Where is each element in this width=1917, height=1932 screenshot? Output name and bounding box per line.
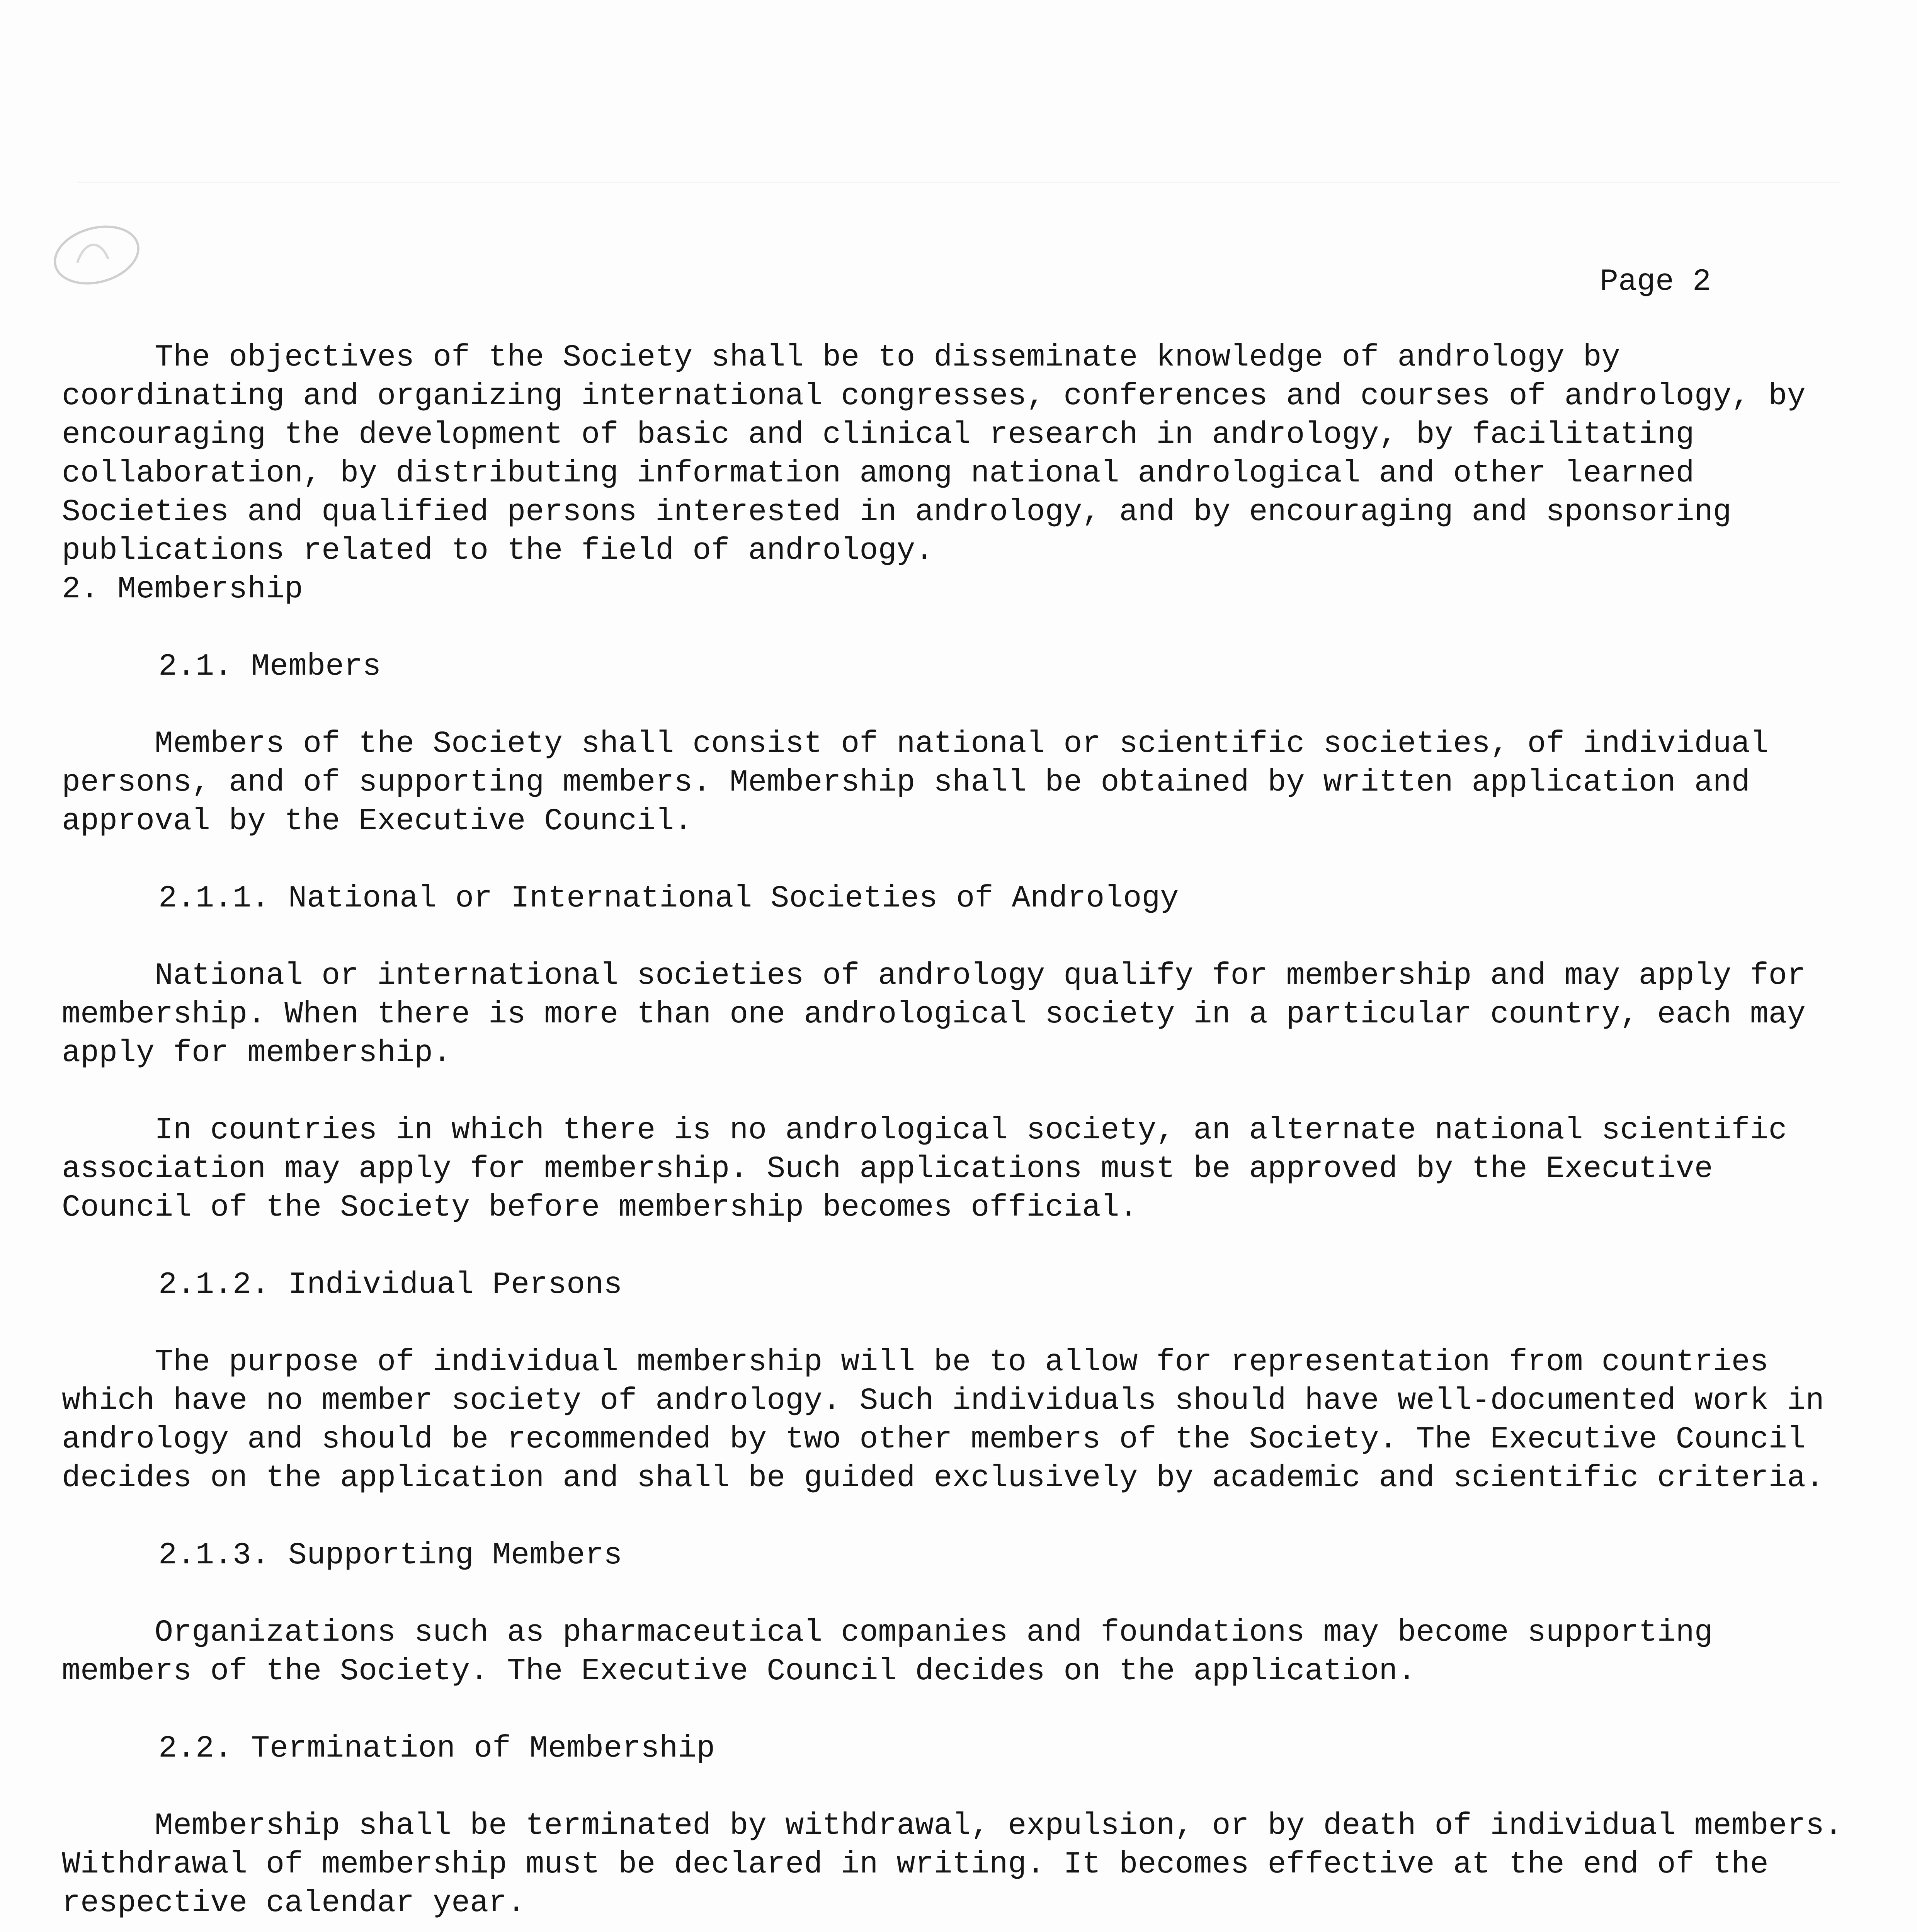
section-2-1-1-heading: 2.1.1. National or International Societies of Andrology <box>158 881 1179 916</box>
objectives-paragraph: The objectives of the Society shall be to disseminate knowledge of andrology by coordinating and organizing international congresses, conferences and courses of andrology, by encouraging the development of basic and clinical research in andrology, by facilitating collaboration, by distributing information among national andrological and other learned Societies and qualified persons interested in andrology, and by encouraging and sponsoring publications related to the field of andrology. <box>62 340 1806 568</box>
section-2-1-1-paragraph-a: National or international societies of andrology qualify for membership and may apply for membership. When there is more than one andrological society in a particular country, each may apply for membership. <box>62 958 1806 1071</box>
section-2-1-2-paragraph: The purpose of individual membership will be to allow for representation from countries which have no member society of andrology. Such individuals should have well-documented work in andrology and should be recommended by two other members of the Society. The Executive Council decides on the application and shall be guided exclusively by academic and scientific criteria. <box>62 1345 1824 1496</box>
scan-edge <box>77 182 1840 183</box>
section-2-1-1-paragraph-b: In countries in which there is no andrological society, an alternate national scientific association may apply for membership. Such applications must be approved by the Executive Council of the Society before membership becomes official. <box>62 1113 1787 1225</box>
section-2-1-paragraph: Members of the Society shall consist of national or scientific societies, of individual persons, and of supporting members. Membership shall be obtained by written application and approval by the Executive Council. <box>62 726 1769 839</box>
section-2-1-3-paragraph: Organizations such as pharmaceutical companies and foundations may become supporting members of the Society. The Executive Council decides on the application. <box>62 1615 1713 1689</box>
section-2-1-3-heading: 2.1.3. Supporting Members <box>158 1538 623 1573</box>
section-2-heading: 2. Membership <box>62 572 303 607</box>
section-2-2-heading: 2.2. Termination of Membership <box>158 1731 715 1766</box>
document-body <box>62 338 1847 1932</box>
section-2-1-heading: 2.1. Members <box>158 649 381 684</box>
section-2-2-paragraph: Membership shall be terminated by withdrawal, expulsion, or by death of individual members. Withdrawal of membership must be declared in writing. It becomes effective at the end of the respective calendar year. <box>62 1808 1843 1921</box>
handwritten-circle-mark-icon <box>46 216 147 294</box>
page-number: Page 2 <box>1600 264 1711 299</box>
section-2-1-2-heading: 2.1.2. Individual Persons <box>158 1267 623 1303</box>
